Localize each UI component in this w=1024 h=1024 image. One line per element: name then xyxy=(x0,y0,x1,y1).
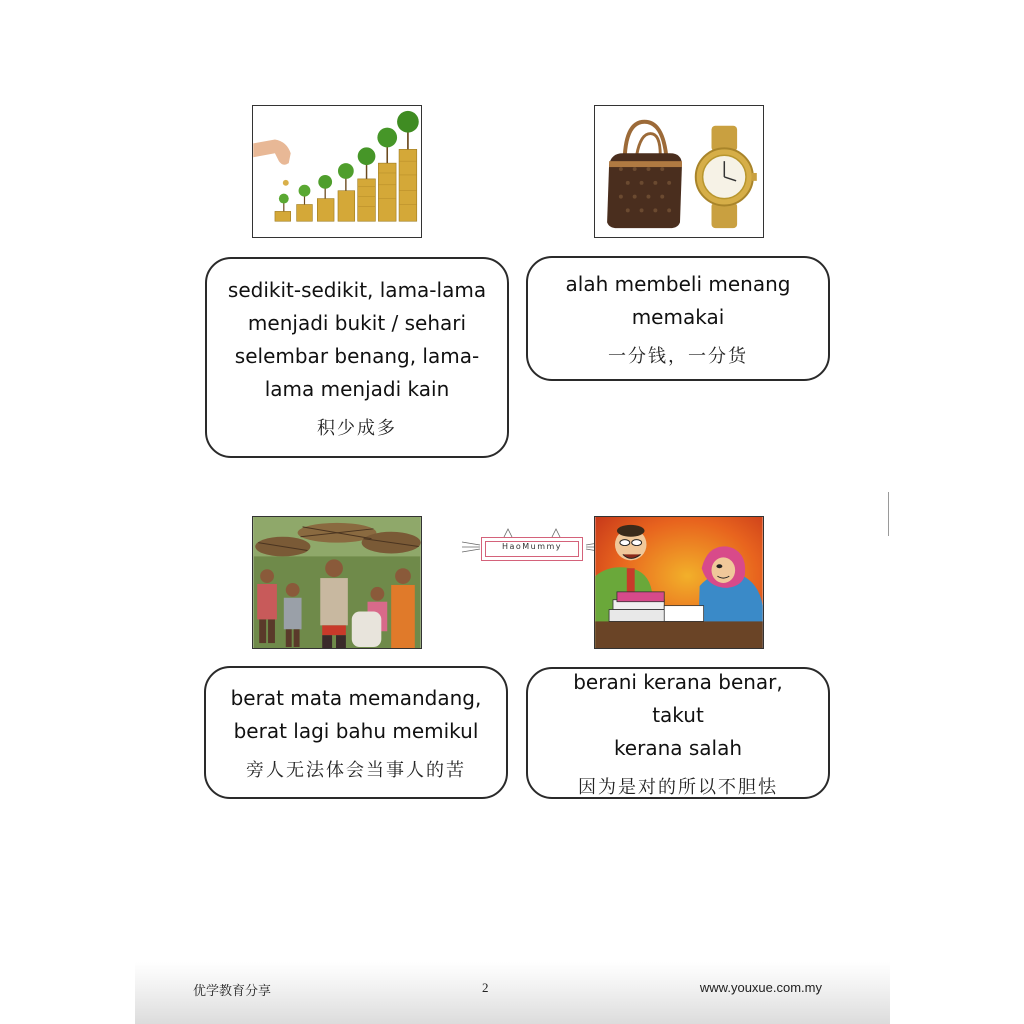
malay-line: berani kerana benar, takut xyxy=(573,669,783,727)
coins-trees-illustration xyxy=(253,106,421,237)
proverb-card-1 xyxy=(205,257,509,458)
proverb-card-4 xyxy=(526,667,830,799)
cartoon-office-argument-picture xyxy=(594,516,764,649)
malay-line: berat mata memandang, xyxy=(230,685,482,710)
proverb-malay-text xyxy=(228,274,486,406)
children-carrying-firewood-picture xyxy=(252,516,422,649)
cartoon-argument-illustration xyxy=(595,517,763,648)
footer-source-label: 优学教育分享 xyxy=(193,984,272,999)
watermark-whiskers-icon xyxy=(460,527,606,571)
proverb-chinese-text: 一分钱，一分货 xyxy=(608,345,748,367)
handbag-and-watch-picture xyxy=(594,105,764,238)
footer-website-link[interactable]: www.youxue.com.my xyxy=(699,980,822,995)
malay-line: sedikit-sedikit, lama-lama xyxy=(227,277,487,302)
malay-line: berat lagi bahu memikul xyxy=(233,718,479,743)
proverb-card-2 xyxy=(526,256,830,381)
proverb-chinese-text: 积少成多 xyxy=(317,417,397,439)
proverb-malay-text xyxy=(546,666,810,765)
proverb-malay-text xyxy=(231,682,482,748)
malay-line: menjadi bukit / sehari xyxy=(247,310,467,335)
malay-line: memakai xyxy=(631,304,725,329)
children-firewood-illustration xyxy=(253,517,421,648)
malay-line: kerana salah xyxy=(613,735,743,760)
proverb-chinese-text: 因为是对的所以不胆怯 xyxy=(578,776,778,798)
page-number: 2 xyxy=(482,980,489,995)
malay-line: selembar benang, lama- xyxy=(234,343,480,368)
proverb-malay-text xyxy=(566,268,791,334)
page-footer xyxy=(135,962,890,1024)
coins-growing-trees-picture xyxy=(252,105,422,238)
handbag-watch-illustration xyxy=(595,106,763,237)
proverb-card-3 xyxy=(204,666,508,799)
malay-line: alah membeli menang xyxy=(565,271,791,296)
watermark-text: HaoMummy xyxy=(501,542,563,551)
page-edge-marker xyxy=(888,492,889,536)
malay-line: lama menjadi kain xyxy=(264,376,450,401)
proverb-chinese-text: 旁人无法体会当事人的苦 xyxy=(246,759,466,781)
